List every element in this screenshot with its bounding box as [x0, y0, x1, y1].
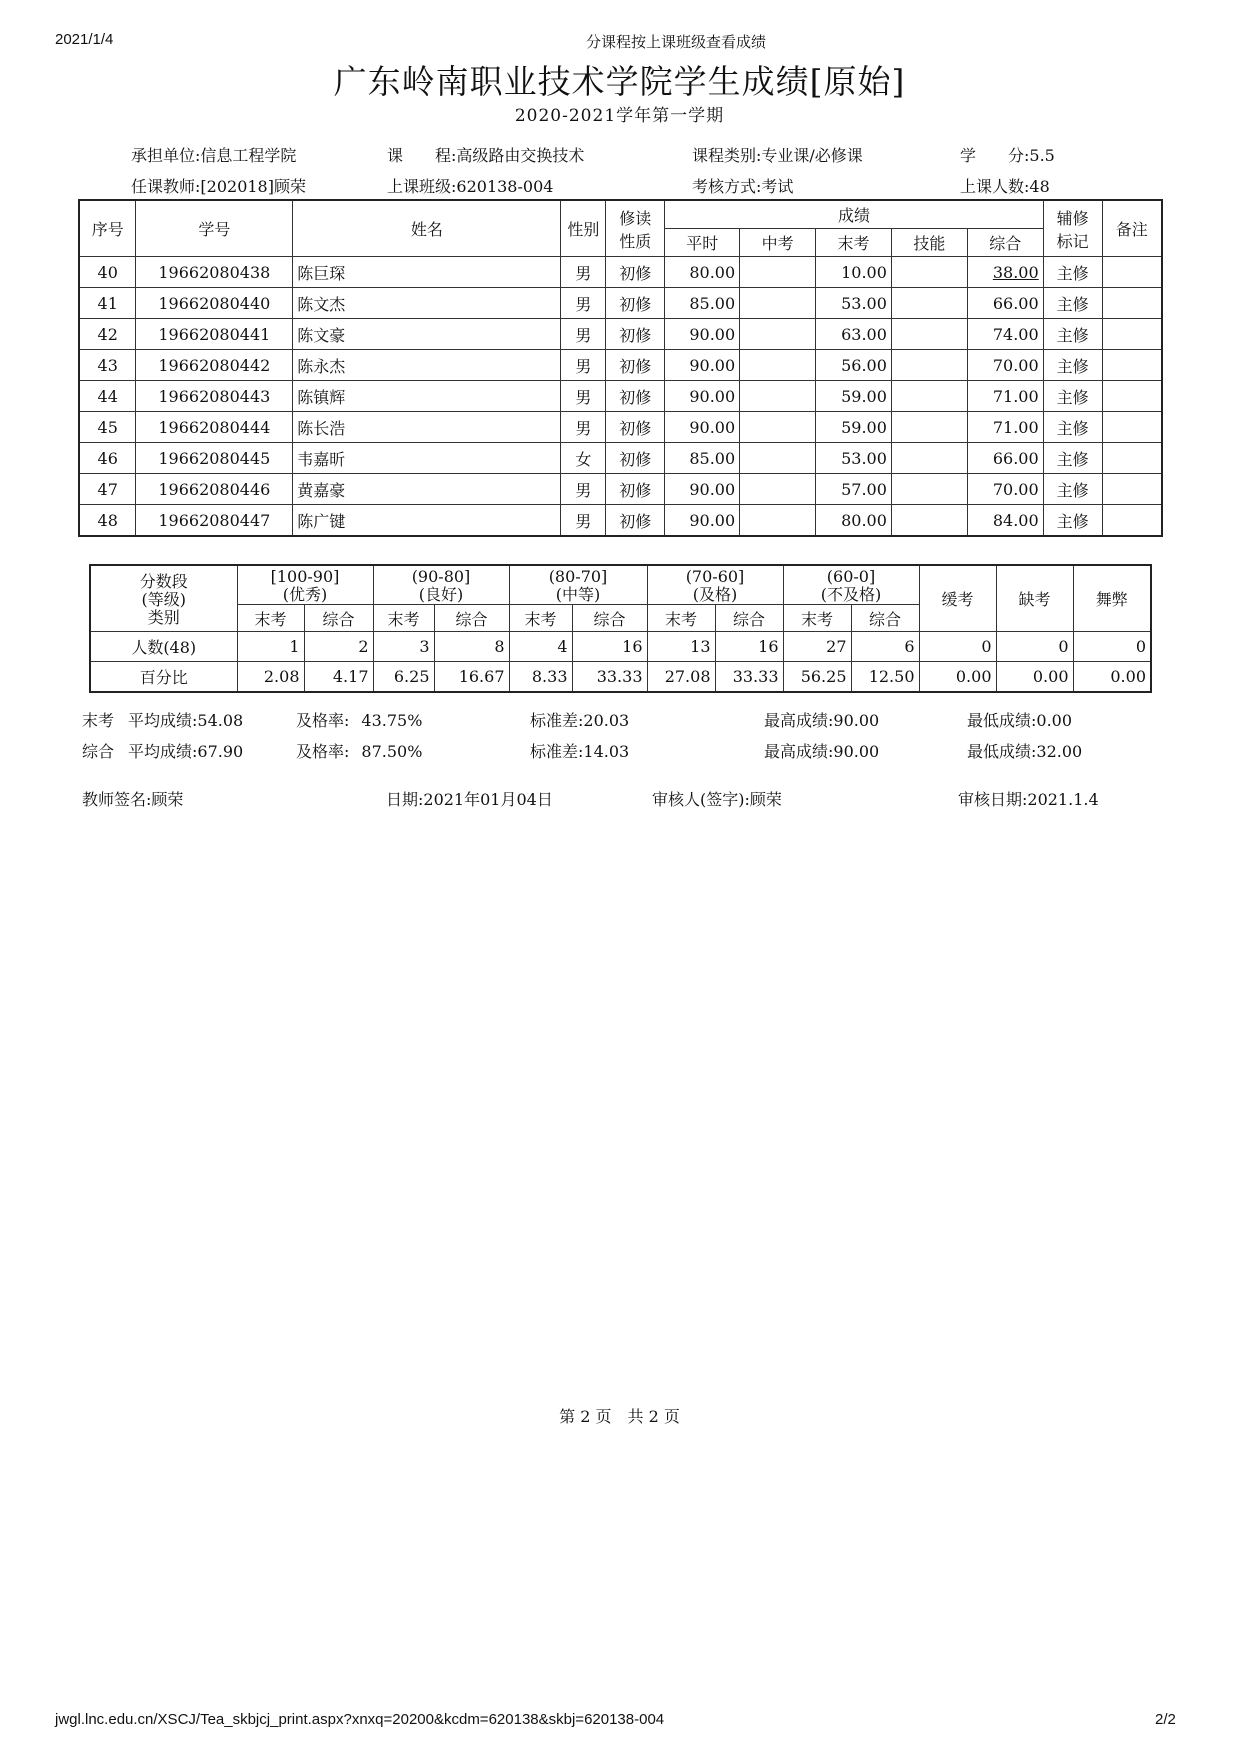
- cell-regular: 90.00: [665, 319, 740, 350]
- count-cell: 3: [373, 632, 434, 662]
- band-range: [100-90]: [270, 567, 340, 586]
- cell-name: 陈文豪: [293, 319, 561, 350]
- cell-total: 84.00: [967, 505, 1043, 537]
- sub-total: 综合: [851, 605, 919, 632]
- count-cell: 13: [647, 632, 715, 662]
- count-row: [90, 632, 1151, 662]
- cell-id: 19662080445: [136, 443, 293, 474]
- total-min: 最低成绩:32.00: [967, 742, 1083, 761]
- final-pass-rate: [296, 708, 422, 731]
- cell-final: 57.00: [816, 474, 892, 505]
- cell-type: 初修: [606, 505, 665, 537]
- final-min: 最低成绩:0.00: [967, 711, 1073, 730]
- cell-type: 初修: [606, 474, 665, 505]
- total-max: 最高成绩:90.00: [764, 742, 880, 761]
- teacher-info: [131, 174, 306, 197]
- category-label: 课程类别:: [692, 146, 762, 165]
- band-good: [373, 565, 509, 605]
- student-count-info: [960, 174, 1050, 197]
- header-deferred: 缓考: [919, 565, 996, 632]
- review-date: 审核日期:2021.1.4: [958, 790, 1099, 809]
- pass-rate-value: 87.50%: [361, 742, 423, 761]
- class-value: 620138-004: [456, 177, 554, 196]
- print-url: jwgl.lnc.edu.cn/XSCJ/Tea_skbjcj_print.aspx?xnxq=20200&kcdm=620138&skbj=620138-004: [55, 1711, 665, 1728]
- corner-line2: (等级): [141, 589, 186, 609]
- cell-final: 80.00: [816, 505, 892, 537]
- cell-gender: 男: [561, 412, 606, 443]
- table-row: [79, 505, 1162, 537]
- print-page-counter: 2/2: [1155, 1711, 1176, 1728]
- reviewer-signature: 审核人(签字):顾荣: [652, 790, 782, 809]
- percent-cell: 56.25: [783, 662, 851, 693]
- corner-line1: 分数段: [139, 571, 188, 591]
- cell-minor: 主修: [1043, 412, 1102, 443]
- pass-rate-label: 及格率:: [296, 711, 350, 730]
- percent-cell: 33.33: [715, 662, 783, 693]
- band-pass: [647, 565, 783, 605]
- header-cheating: 舞弊: [1073, 565, 1151, 632]
- count-row-label: 人数(48): [90, 632, 237, 662]
- cell-skill: [891, 288, 967, 319]
- cell-seq: 40: [79, 257, 136, 288]
- cell-minor: 主修: [1043, 443, 1102, 474]
- cell-seq: 42: [79, 319, 136, 350]
- percent-cell: 0.00: [919, 662, 996, 693]
- table-row: [79, 288, 1162, 319]
- sub-total: 综合: [715, 605, 783, 632]
- teacher-label: 任课教师:: [131, 177, 201, 196]
- header-minor-flag: [1043, 200, 1102, 257]
- count-cell: 2: [304, 632, 373, 662]
- sub-final: 末考: [783, 605, 851, 632]
- percent-cell: 12.50: [851, 662, 919, 693]
- count-cell: 8: [434, 632, 509, 662]
- cell-id: 19662080446: [136, 474, 293, 505]
- cell-minor: 主修: [1043, 257, 1102, 288]
- document-title: 广东岭南职业技术学院学生成绩[原始]: [333, 62, 906, 101]
- percent-cell: 33.33: [572, 662, 647, 693]
- credit-info: [960, 143, 1055, 166]
- cell-total: 66.00: [967, 288, 1043, 319]
- band-grade: (良好): [418, 585, 464, 604]
- count-cell: 1: [237, 632, 304, 662]
- sub-final: 末考: [647, 605, 715, 632]
- cell-regular: 80.00: [665, 257, 740, 288]
- credit-label: 学 分:: [960, 146, 1030, 165]
- band-range: (70-60]: [685, 567, 745, 586]
- cell-skill: [891, 381, 967, 412]
- cell-skill: [891, 257, 967, 288]
- cell-total: 71.00: [967, 412, 1043, 443]
- cell-total: 74.00: [967, 319, 1043, 350]
- band-range: (80-70]: [548, 567, 608, 586]
- sub-final: 末考: [237, 605, 304, 632]
- cell-total: 66.00: [967, 443, 1043, 474]
- count-cell: 16: [715, 632, 783, 662]
- cell-final: 59.00: [816, 381, 892, 412]
- count-cell: 27: [783, 632, 851, 662]
- print-date: 2021/1/4: [55, 31, 114, 48]
- grade-table: [78, 199, 1163, 537]
- cell-gender: 男: [561, 350, 606, 381]
- cell-remark: [1102, 381, 1162, 412]
- cell-gender: 男: [561, 474, 606, 505]
- header-study-type-line1: 修读: [619, 208, 652, 228]
- cell-remark: [1102, 350, 1162, 381]
- sub-total: 综合: [434, 605, 509, 632]
- cell-midterm: [740, 474, 816, 505]
- final-summary-label: 末考: [82, 711, 115, 730]
- header-midterm: 中考: [740, 229, 816, 257]
- unit-label: 承担单位:: [131, 146, 201, 165]
- cell-skill: [891, 474, 967, 505]
- cell-midterm: [740, 381, 816, 412]
- cell-remark: [1102, 412, 1162, 443]
- percent-cell: 2.08: [237, 662, 304, 693]
- cell-skill: [891, 412, 967, 443]
- header-student-id: 学号: [136, 200, 293, 257]
- header-name: 姓名: [293, 200, 561, 257]
- band-grade: (中等): [555, 585, 601, 604]
- exam-info: [692, 174, 793, 197]
- cell-type: 初修: [606, 412, 665, 443]
- cell-gender: 女: [561, 443, 606, 474]
- total-pass-rate: [296, 739, 422, 762]
- header-absent: 缺考: [996, 565, 1073, 632]
- page-number: 第 2 页 共 2 页: [559, 1407, 680, 1426]
- category-value: 专业课/必修课: [761, 146, 863, 165]
- table-row: [79, 443, 1162, 474]
- cell-seq: 47: [79, 474, 136, 505]
- count-label: 上课人数:: [960, 177, 1030, 196]
- stats-corner-header: [90, 565, 237, 632]
- pass-rate-value: 43.75%: [361, 711, 423, 730]
- count-cell: 0: [996, 632, 1073, 662]
- header-gender: 性别: [561, 200, 606, 257]
- cell-minor: 主修: [1043, 319, 1102, 350]
- cell-final: 10.00: [816, 257, 892, 288]
- cell-seq: 44: [79, 381, 136, 412]
- sub-final: 末考: [509, 605, 572, 632]
- cell-remark: [1102, 443, 1162, 474]
- cell-seq: 48: [79, 505, 136, 537]
- cell-id: 19662080443: [136, 381, 293, 412]
- cell-skill: [891, 505, 967, 537]
- cell-type: 初修: [606, 257, 665, 288]
- class-label: 上课班级:: [387, 177, 457, 196]
- category-info: [692, 143, 863, 166]
- header-final: 末考: [816, 229, 892, 257]
- cell-gender: 男: [561, 288, 606, 319]
- table-row: [79, 319, 1162, 350]
- term-label: 2020-2021学年第一学期: [514, 106, 725, 126]
- cell-seq: 46: [79, 443, 136, 474]
- exam-value: 考试: [761, 177, 794, 196]
- cell-final: 59.00: [816, 412, 892, 443]
- cell-regular: 85.00: [665, 288, 740, 319]
- teacher-signature: 教师签名:顾荣: [82, 790, 184, 809]
- cell-regular: 90.00: [665, 350, 740, 381]
- cell-final: 53.00: [816, 443, 892, 474]
- cell-skill: [891, 319, 967, 350]
- cell-skill: [891, 350, 967, 381]
- cell-name: 陈巨琛: [293, 257, 561, 288]
- corner-line3: 类别: [147, 607, 180, 627]
- cell-regular: 90.00: [665, 412, 740, 443]
- unit-info: [131, 143, 296, 166]
- header-skill: 技能: [891, 229, 967, 257]
- cell-regular: 90.00: [665, 381, 740, 412]
- course-label: 课 程:: [387, 146, 457, 165]
- cell-name: 陈广键: [293, 505, 561, 537]
- band-grade: (不及格): [820, 585, 882, 604]
- sub-total: 综合: [572, 605, 647, 632]
- header-minor-line2: 标记: [1056, 231, 1089, 251]
- count-cell: 6: [851, 632, 919, 662]
- header-study-type: [606, 200, 665, 257]
- pass-rate-label: 及格率:: [296, 742, 350, 761]
- cell-midterm: [740, 505, 816, 537]
- cell-id: 19662080444: [136, 412, 293, 443]
- cell-type: 初修: [606, 288, 665, 319]
- percent-cell: 27.08: [647, 662, 715, 693]
- cell-final: 56.00: [816, 350, 892, 381]
- print-page-title: 分课程按上课班级查看成绩: [586, 34, 767, 51]
- band-grade: (及格): [692, 585, 738, 604]
- table-row: [79, 412, 1162, 443]
- cell-name: 陈永杰: [293, 350, 561, 381]
- cell-total: 70.00: [967, 474, 1043, 505]
- cell-midterm: [740, 288, 816, 319]
- cell-name: 黄嘉豪: [293, 474, 561, 505]
- cell-minor: 主修: [1043, 350, 1102, 381]
- percent-row: [90, 662, 1151, 693]
- cell-remark: [1102, 288, 1162, 319]
- band-range: (90-80]: [411, 567, 471, 586]
- cell-regular: 90.00: [665, 505, 740, 537]
- credit-value: 5.5: [1029, 146, 1055, 165]
- final-std-dev: 标准差:20.03: [530, 711, 630, 730]
- cell-minor: 主修: [1043, 474, 1102, 505]
- cell-name: 陈长浩: [293, 412, 561, 443]
- cell-midterm: [740, 443, 816, 474]
- cell-seq: 45: [79, 412, 136, 443]
- percent-cell: 4.17: [304, 662, 373, 693]
- percent-cell: 6.25: [373, 662, 434, 693]
- cell-final: 63.00: [816, 319, 892, 350]
- band-excellent: [237, 565, 373, 605]
- total-std-dev: 标准差:14.03: [530, 742, 630, 761]
- header-study-type-line2: 性质: [619, 231, 652, 251]
- cell-midterm: [740, 350, 816, 381]
- count-cell: 0: [919, 632, 996, 662]
- header-seq: 序号: [79, 200, 136, 257]
- cell-id: 19662080447: [136, 505, 293, 537]
- header-minor-line1: 辅修: [1056, 208, 1089, 228]
- teacher-value: [202018]顾荣: [200, 177, 306, 196]
- cell-name: 陈文杰: [293, 288, 561, 319]
- cell-gender: 男: [561, 257, 606, 288]
- percent-row-label: 百分比: [90, 662, 237, 693]
- total-summary-label: 综合: [82, 742, 115, 761]
- cell-total: 70.00: [967, 350, 1043, 381]
- table-row: [79, 381, 1162, 412]
- cell-type: 初修: [606, 350, 665, 381]
- class-info: [387, 174, 553, 197]
- cell-remark: [1102, 474, 1162, 505]
- cell-regular: 85.00: [665, 443, 740, 474]
- cell-total: 71.00: [967, 381, 1043, 412]
- sub-total: 综合: [304, 605, 373, 632]
- band-medium: [509, 565, 647, 605]
- cell-remark: [1102, 505, 1162, 537]
- sub-final: 末考: [373, 605, 434, 632]
- course-value: 高级路由交换技术: [456, 146, 585, 165]
- header-remark: 备注: [1102, 200, 1162, 257]
- band-fail: [783, 565, 919, 605]
- cell-seq: 41: [79, 288, 136, 319]
- cell-seq: 43: [79, 350, 136, 381]
- count-cell: 4: [509, 632, 572, 662]
- cell-minor: 主修: [1043, 505, 1102, 537]
- cell-minor: 主修: [1043, 381, 1102, 412]
- cell-midterm: [740, 319, 816, 350]
- score-distribution-table: [89, 564, 1152, 693]
- cell-id: 19662080440: [136, 288, 293, 319]
- cell-id: 19662080442: [136, 350, 293, 381]
- table-row: [79, 350, 1162, 381]
- band-range: (60-0]: [826, 567, 876, 586]
- cell-regular: 90.00: [665, 474, 740, 505]
- cell-gender: 男: [561, 505, 606, 537]
- cell-minor: 主修: [1043, 288, 1102, 319]
- percent-cell: 0.00: [996, 662, 1073, 693]
- percent-cell: 8.33: [509, 662, 572, 693]
- count-cell: 16: [572, 632, 647, 662]
- cell-gender: 男: [561, 381, 606, 412]
- cell-midterm: [740, 412, 816, 443]
- unit-value: 信息工程学院: [200, 146, 297, 165]
- cell-type: 初修: [606, 381, 665, 412]
- total-average: 平均成绩:67.90: [128, 742, 244, 761]
- cell-total: 38.00: [967, 257, 1043, 288]
- cell-type: 初修: [606, 319, 665, 350]
- cell-midterm: [740, 257, 816, 288]
- signature-date: 日期:2021年01月04日: [386, 790, 553, 809]
- percent-cell: 0.00: [1073, 662, 1151, 693]
- cell-name: 韦嘉昕: [293, 443, 561, 474]
- cell-skill: [891, 443, 967, 474]
- cell-name: 陈镇辉: [293, 381, 561, 412]
- exam-label: 考核方式:: [692, 177, 762, 196]
- final-max: 最高成绩:90.00: [764, 711, 880, 730]
- percent-cell: 16.67: [434, 662, 509, 693]
- cell-remark: [1102, 319, 1162, 350]
- cell-remark: [1102, 257, 1162, 288]
- table-row: [79, 474, 1162, 505]
- header-total: 综合: [967, 229, 1043, 257]
- count-value: 48: [1029, 177, 1050, 196]
- table-row: [79, 257, 1162, 288]
- header-regular: 平时: [665, 229, 740, 257]
- header-score: 成绩: [665, 200, 1043, 229]
- course-info: [387, 143, 584, 166]
- cell-gender: 男: [561, 319, 606, 350]
- final-average: 平均成绩:54.08: [128, 711, 244, 730]
- cell-final: 53.00: [816, 288, 892, 319]
- cell-id: 19662080441: [136, 319, 293, 350]
- count-cell: 0: [1073, 632, 1151, 662]
- cell-type: 初修: [606, 443, 665, 474]
- band-grade: (优秀): [282, 585, 328, 604]
- cell-id: 19662080438: [136, 257, 293, 288]
